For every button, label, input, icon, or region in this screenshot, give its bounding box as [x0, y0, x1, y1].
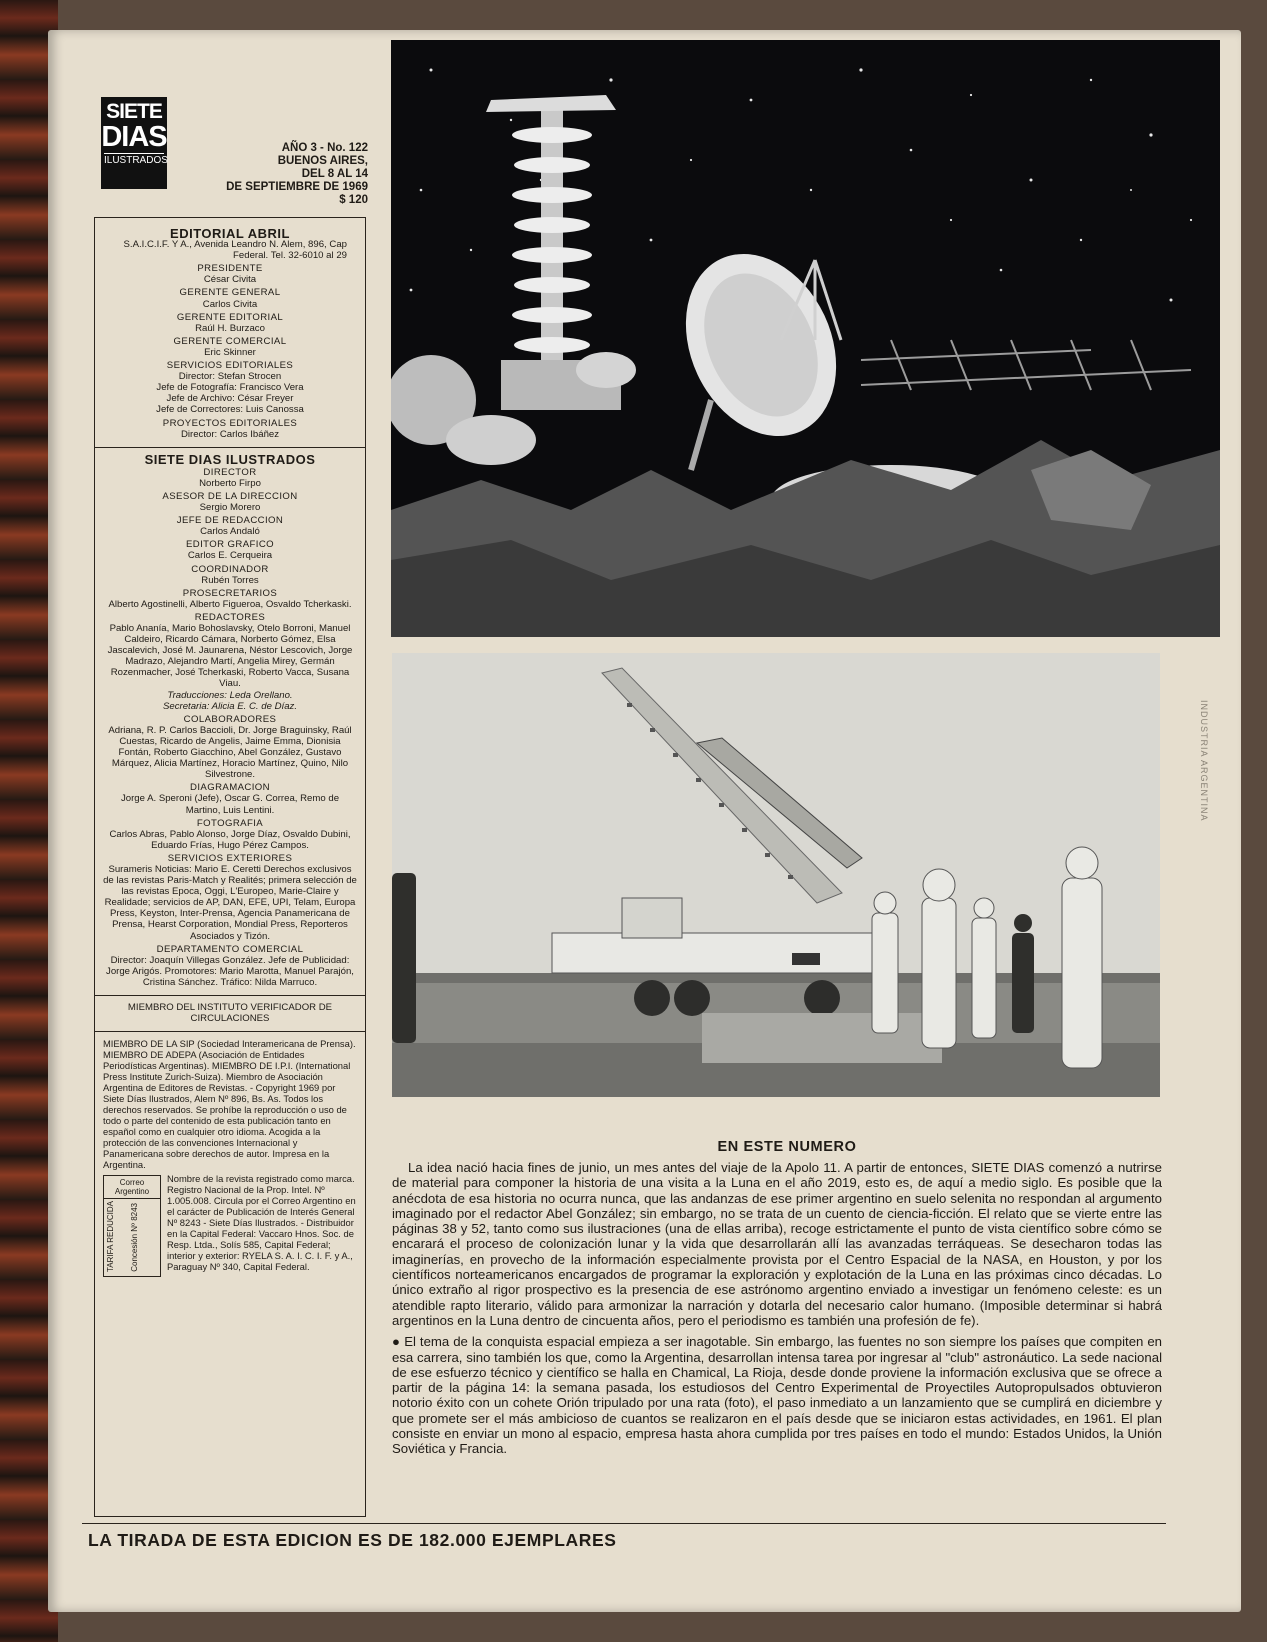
role-names: Director: Carlos Ibáñez — [180, 428, 280, 440]
publisher-roles — [103, 263, 357, 439]
issue-month: DE SEPTIEMBRE DE 1969 — [226, 181, 368, 193]
article-paragraph: ● El tema de la conquista espacial empieza a ser inagotable. Sin embargo, las fuentes no son siempre los países que compiten en esa carrera, sino también los que, como la Argentina, desarrollan intensa tarea por ingresar al "club" astronáutico. La sede nacional de ese esfuerzo técnico y científico se halla en Chamical, La Rioja, desde donde proviene la información exclusiva que se ofrece a partir de la página 14: la semana pasada, los estudiosos del Centro Experimental de Proyectiles Autopropulsados obtuvieron notorio éxito con un cohete Orión tripulado por una rata (foto), el paso inmediato a un lanzamiento que se cumplirá en diciembre y que promete ser el más ambicioso de cuantos se realizaron en el país desde que se iniciaron estas actividades, en 1961. El plan consiste en enviar un mono al espacio, empresa hasta ahora cumplida por tres países en todo el mundo: Estados Unidos, la Unión Soviética y Francia. — [392, 1334, 1162, 1457]
role-title: EDITOR GRAFICO — [185, 539, 275, 551]
role-title: FOTOGRAFIA — [196, 817, 264, 829]
publisher-name: EDITORIAL ABRIL — [170, 226, 290, 241]
role-names: Director: Joaquín Villegas González. Jefe de Publicidad: Jorge Arigós. Promotores: Mario Marotta, Manuel Parajón, Cristina Sánchez. Tráfico: Nilda Marruco. — [106, 954, 354, 988]
role-title: COLABORADORES — [183, 713, 277, 725]
concrete-pad — [702, 1013, 942, 1063]
legal-registration — [103, 1173, 357, 1272]
role-title: PROSECRETARIOS — [182, 587, 278, 599]
ivc-membership: MIEMBRO DEL INSTITUTO VERIFICADOR DE CIRCULACIONES — [127, 1002, 333, 1025]
rocket-launch-photo — [392, 653, 1160, 1097]
role-title: GERENTE GENERAL — [179, 287, 281, 299]
article-title: EN ESTE NUMERO — [717, 1139, 857, 1155]
role-title: REDACTORES — [194, 611, 266, 623]
role-title: DIAGRAMACION — [190, 782, 270, 794]
footer-rule — [82, 1523, 1166, 1524]
role-title: ASESOR DE LA DIRECCION — [162, 490, 298, 502]
lunar-base-illustration — [391, 40, 1220, 637]
role-names: Norberto Firpo — [199, 477, 261, 489]
postal-stamp-concesion: Concesión Nº 8243 — [130, 1203, 139, 1273]
role-names: Sergio Morero — [199, 502, 261, 514]
issue-price: $ 120 — [339, 194, 368, 206]
postal-stamp-tarifa: TARIFA REDUCIDA — [106, 1201, 115, 1273]
role-names: Pablo Ananía, Mario Bohoslavsky, Otelo Borroni, Manuel Caldeiro, Ricardo Cámara, Norberto Gómez, Elsa Jascalevich, José M. Jaunarena, Néstor Lescovich, Jorge Madrazo, Alejandro Martí, Angelia Mirey, Germán Rozenmacher, José Tcherkaski, Roberto Vacca, Susana Viau. — [107, 623, 353, 690]
issue-number: AÑO 3 - No. 122 — [281, 142, 368, 154]
role-title: SERVICIOS EXTERIORES — [167, 852, 293, 864]
issue-info — [178, 142, 368, 207]
magazine-name: SIETE DIAS ILUSTRADOS — [144, 451, 316, 467]
role-title: JEFE DE REDACCION — [176, 515, 284, 527]
publisher-address: S.A.I.C.I.F. Y A., Avenida Leandro N. Alem, 896, Cap Federal. Tel. 32-6010 al 29 — [123, 239, 347, 262]
rocket-launch-scene — [392, 653, 1160, 1097]
role-title: DEPARTAMENTO COMERCIAL — [156, 943, 304, 955]
postal-stamp-box — [103, 1175, 161, 1277]
siete-dias-logo — [101, 97, 167, 189]
divider — [95, 447, 365, 448]
article-paragraph: La idea nació hacia fines de junio, un mes antes del viaje de la Apolo 11. A partir de entonces, SIETE DIAS comenzó a nutrirse de material para componer la historia de una visita a la Luna en el año 2019, esto es, de aquí a medio siglo. Es posible que la anécdota de esa historia no ocurra nunca, que las andanzas de ese primer argentino en suelo selenita no respondan al argumento imaginado por el redactor Abel González; sin embargo, no se trata de un cuento de ciencia-ficción. El relato que se vierte entre las páginas 38 y 52, tanto como sus ilustraciones (una de ellas arriba), recoge estrictamente el punto de vista científico sobre cómo se encarará el proceso de colonización lunar y la vida que desarrollarán allí las avanzadas terráqueas. Se desecharon todas las imaginerías, en provecho de la información especialmente provista por el Centro Espacial de la NASA, en Houston, y por los científicos norteamericanos encargados de programar la exploración y explotación de la Luna en las próximas cinco décadas. Lo único extraño al rigor prospectivo es la presencia de ese astrónomo argentino enviado a investigar un fenómeno celeste: es un atendible rapto literario, válido para armonizar la narración y dotarla del necesario calor humano. (Imposible determinar si habrá argentinos en la Luna dentro de cincuenta años, pero el periodismo es también una profesión de fe). — [392, 1160, 1162, 1328]
logo-line-1: SIETE — [106, 100, 162, 123]
role-title: COORDINADOR — [191, 563, 269, 575]
issue-dates: DEL 8 AL 14 — [301, 168, 368, 180]
role-names: Alberto Agostinelli, Alberto Figueroa, Osvaldo Tcherkaski. — [108, 598, 352, 610]
spine-imprint: INDUSTRIA ARGENTINA — [1199, 700, 1209, 822]
translations-credit: Traducciones: Leda Orellano. — [167, 689, 293, 701]
lunar-base-photo — [391, 40, 1220, 637]
role-title: DIRECTOR — [203, 466, 257, 478]
role-names: Carlos Andaló — [200, 526, 260, 538]
divider — [95, 1031, 365, 1032]
legal-registration-text: Nombre de la revista registrado como marca. Registro Nacional de la Prop. Intel. Nº 1.005.008. Circula por el Correo Argentino en el carácter de Publicación de Interés General Nº 8243 - Siete Días Ilustrados. - Distribuidor en la Capital Federal: Vaccaro Hnos. Soc. de Resp. Ltda., Solís 585, Capital Federal; interior y exterior: RYELA S. A. I. C. I. F. y A., Paraguay Nº 340, Capital Federal. — [167, 1173, 356, 1273]
divider — [95, 995, 365, 996]
role-title: GERENTE COMERCIAL — [173, 335, 287, 347]
legal-notice: MIEMBRO DE LA SIP (Sociedad Interamericana de Prensa). MIEMBRO DE ADEPA (Asociación de Entidades Periodísticas Argentinas). MIEMBRO DE I.P.I. (International Press Institute Zurich-Suiza). Miembro de Asociación Argentina de Editores de Revistas. - Copyright 1969 por Siete Días Ilustrados, Alem Nº 896, Bs. As. Todos los derechos reservados. Se prohíbe la reproducción o uso de todo o parte del contenido de esta publicación tanto en español como en cualquier otro idioma. Acogida a la protección de las convenciones Internacional y Panamericana sobre derechos de autor. Impresa en la Argentina. — [103, 1038, 356, 1171]
staff-box — [94, 217, 366, 1517]
role-names: Raúl H. Burzaco — [195, 322, 265, 334]
role-names: Carlos Civita — [202, 298, 258, 310]
role-title: SERVICIOS EDITORIALES — [166, 360, 294, 372]
postal-stamp-correo: Correo Argentino — [104, 1176, 160, 1199]
role-names: Jorge A. Speroni (Jefe), Oscar G. Correa, Remo de Martino, Luis Lentini. — [120, 793, 340, 816]
role-names: César Civita — [203, 274, 257, 286]
circulation-notice: LA TIRADA DE ESTA EDICION ES DE 182.000 EJEMPLARES — [88, 1530, 617, 1550]
role-names: Director: Stefan Strocen Jefe de Fotografía: Francisco Vera Jefe de Archivo: César Freyer Jefe de Correctores: Luis Canossa — [156, 371, 304, 416]
role-names: Eric Skinner — [204, 346, 256, 358]
magazine-roles — [103, 467, 357, 988]
role-names: Rubén Torres — [201, 574, 259, 586]
role-title: PROYECTOS EDITORIALES — [162, 417, 298, 429]
issue-city: BUENOS AIRES, — [277, 155, 368, 167]
logo-line-3: ILUSTRADOS — [104, 155, 168, 166]
role-title: GERENTE EDITORIAL — [176, 311, 284, 323]
role-names: Carlos E. Cerqueira — [187, 550, 273, 562]
article-body — [392, 1160, 1162, 1463]
role-names: Adriana, R. P. Carlos Baccioli, Dr. Jorge Braguinsky, Raúl Cuestas, Ricardo de Angelis, Jaime Emma, Dionisia Fontán, Roberto Giacchino, Abel González, Gustavo Márquez, Alicia Martínez, Horacio Martínez, Quino, Nilo Silvestrone. — [108, 724, 352, 781]
role-title: PRESIDENTE — [197, 263, 263, 275]
logo-line-2: DIAS — [101, 121, 167, 153]
secretary-credit: Secretaria: Alicia E. C. de Díaz. — [162, 700, 297, 712]
role-names: Surameris Noticias: Mario E. Ceretti Derechos exclusivos de las revistas Paris-Match y Realités; primera selección de las revistas Epoca, Oggi, L'Europeo, Marie-Claire y Realidade; servicios de AP, DAN, EFE, UPI, Telam, Europa Press, Keyston, Inter-Prensa, Agencia Panamericana de Prensa, Hearst Corporation, Mondial Press, Reporteros Asociados y Tizón. — [103, 863, 357, 942]
role-names: Carlos Abras, Pablo Alonso, Jorge Díaz, Osvaldo Dubini, Eduardo Frías, Hugo Pérez Campos. — [109, 828, 351, 851]
